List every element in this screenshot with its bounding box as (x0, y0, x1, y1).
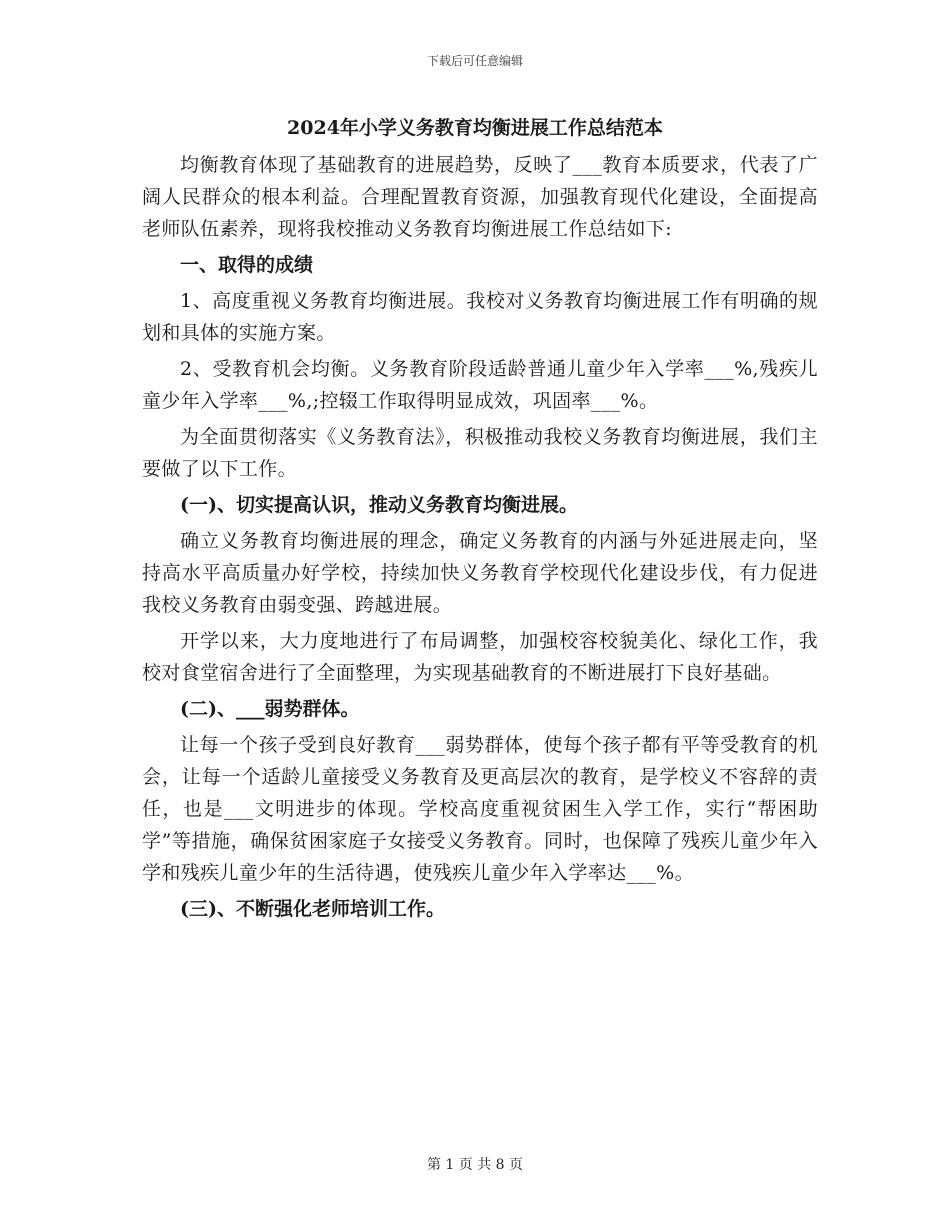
paragraph-intro: 均衡教育体现了基础教育的进展趋势，反映了___教育本质要求，代表了广阔人民群众的根本利益。合理配置教育资源，加强教育现代化建设，全面提高老师队伍素养，现将我校推动义务教育均衡进展工作总结如下: (142, 154, 818, 240)
subsection-heading-1: (一)、切实提高认识，推动义务教育均衡进展。 (180, 494, 578, 516)
paragraph-work-intro: 为全面贯彻落实《义务教育法》，积极推动我校义务教育均衡进展，我们主要做了以下工作。 (142, 426, 818, 480)
paragraph-item-2: 2、受教育机会均衡。义务教育阶段适龄普通儿童少年入学率___%,残疾儿童少年入学率___%,;控辍工作取得明显成效，巩固率___%。 (142, 358, 818, 412)
paragraph-concept: 确立义务教育均衡进展的理念，确定义务教育的内涵与外延进展走向，坚持高水平高质量办好学校，持续加快义务教育学校现代化建设步伐，有力促进我校义务教育由弱变强、跨越进展。 (142, 530, 818, 616)
subsection-heading-3: (三)、不断强化老师培训工作。 (180, 898, 445, 920)
section-heading-achievements: 一、取得的成绩 (180, 254, 314, 276)
paragraph-layout: 开学以来，大力度地进行了布局调整，加强校容校貌美化、绿化工作，我校对食堂宿舍进行了全面整理，为实现基础教育的不断进展打下良好基础。 (142, 630, 818, 684)
document-title: 2024年小学义务教育均衡进展工作总结范本 (287, 117, 663, 139)
page-footer: 第 1 页 共 8 页 (426, 1157, 524, 1173)
paragraph-item-1: 1、高度重视义务教育均衡进展。我校对义务教育均衡进展工作有明确的规划和具体的实施方案。 (142, 290, 818, 344)
document-body (142, 149, 818, 929)
page-header: 下载后可任意编辑 (426, 54, 523, 68)
subsection-heading-2: (二)、___弱势群体。 (180, 698, 360, 720)
paragraph-vulnerable-groups: 让每一个孩子受到良好教育___弱势群体，使每个孩子都有平等受教育的机会，让每一个适龄儿童接受义务教育及更高层次的教育，是学校义不容辞的责任，也是___文明进步的体现。学校高度重视贫困生入学工作，实行“帮困助学”等措施，确保贫困家庭子女接受义务教育。同时，也保障了残疾儿童少年入学和残疾儿童少年的生活待遇，使残疾儿童少年入学率达___%。 (142, 734, 818, 884)
